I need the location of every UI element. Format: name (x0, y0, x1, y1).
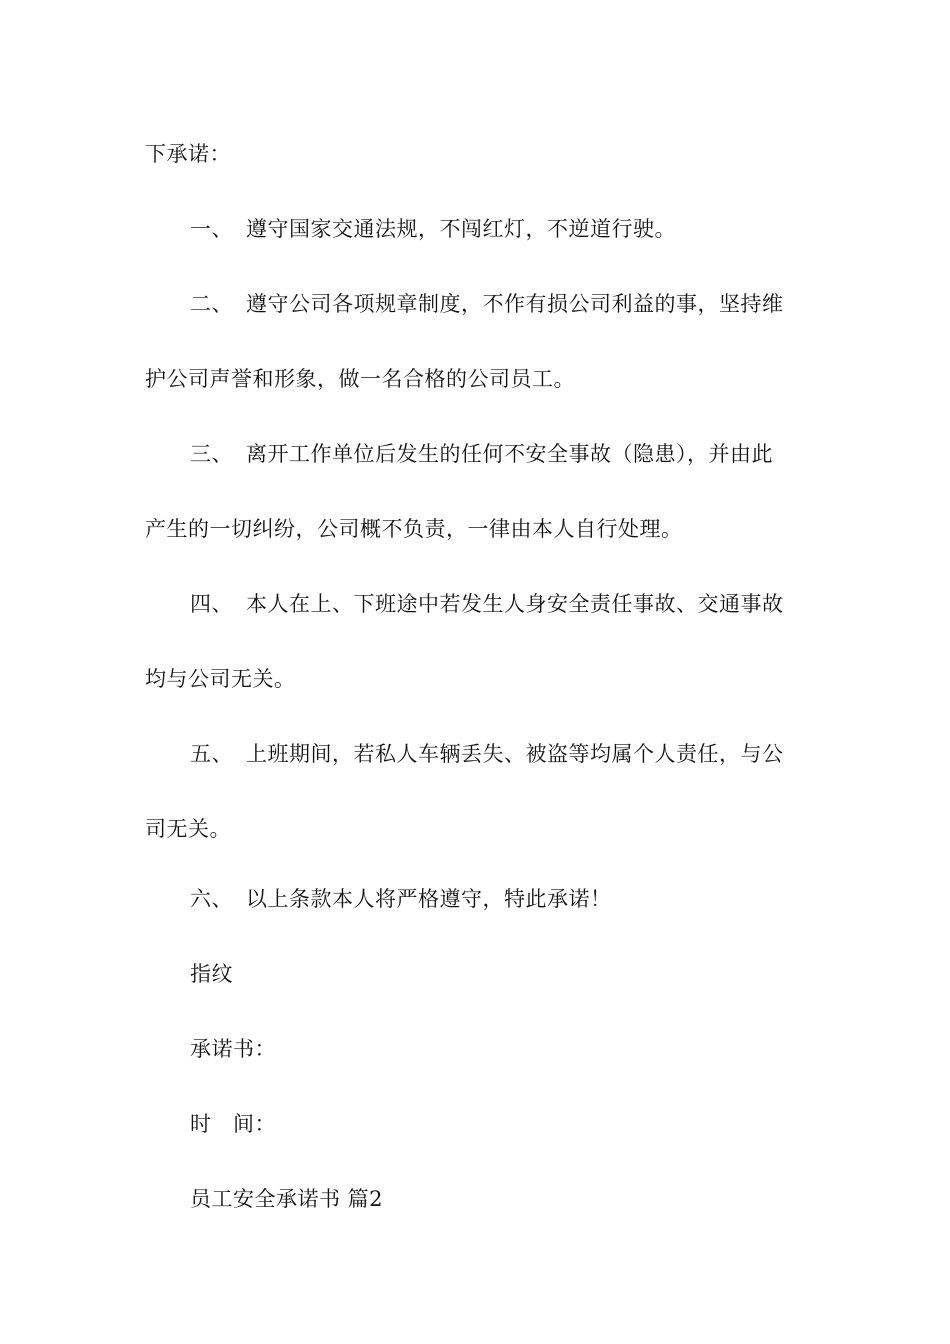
clause-2-text-1: 遵守公司各项规章制度，不作有损公司利益的事，坚持维 (246, 292, 784, 316)
clause-2-line-1 (190, 290, 784, 318)
clause-4-text-1: 本人在上、下班途中若发生人身安全责任事故、交通事故 (246, 592, 784, 616)
intro-tail: 下承诺： (145, 142, 231, 166)
clause-4-number: 四、 (190, 592, 233, 616)
clause-1-number: 一、 (190, 217, 233, 241)
clause-3-text-1: 离开工作单位后发生的任何不安全事故（隐患），并由此 (246, 442, 773, 466)
clause-6-text: 以上条款本人将严格遵守，特此承诺！ (246, 887, 612, 911)
clause-5-line-1 (190, 740, 784, 768)
clause-4-line-2: 均与公司无关。 (145, 667, 296, 691)
clause-1-text: 遵守国家交通法规，不闯红灯，不逆道行驶。 (246, 217, 676, 241)
clause-6-line-1 (190, 885, 612, 913)
clause-4-line-1 (190, 590, 784, 618)
clause-3-line-1 (190, 440, 773, 468)
clause-6-number: 六、 (190, 887, 233, 911)
clause-2-number: 二、 (190, 292, 233, 316)
clause-5-line-2: 司无关。 (145, 817, 231, 841)
clause-3-line-2: 产生的一切纠纷，公司概不负责，一律由本人自行处理。 (145, 517, 683, 541)
time-label: 时 间： (190, 1112, 276, 1136)
clause-2-line-2: 护公司声誉和形象，做一名合格的公司员工。 (145, 367, 575, 391)
clause-5-text-1: 上班期间，若私人车辆丢失、被盗等均属个人责任，与公 (246, 742, 784, 766)
next-section-title: 员工安全承诺书 篇2 (190, 1187, 384, 1211)
promisor-label: 承诺书： (190, 1037, 276, 1061)
fingerprint-label: 指纹 (190, 962, 233, 986)
clause-3-number: 三、 (190, 442, 233, 466)
clause-1-line-1 (190, 215, 676, 243)
clause-5-number: 五、 (190, 742, 233, 766)
